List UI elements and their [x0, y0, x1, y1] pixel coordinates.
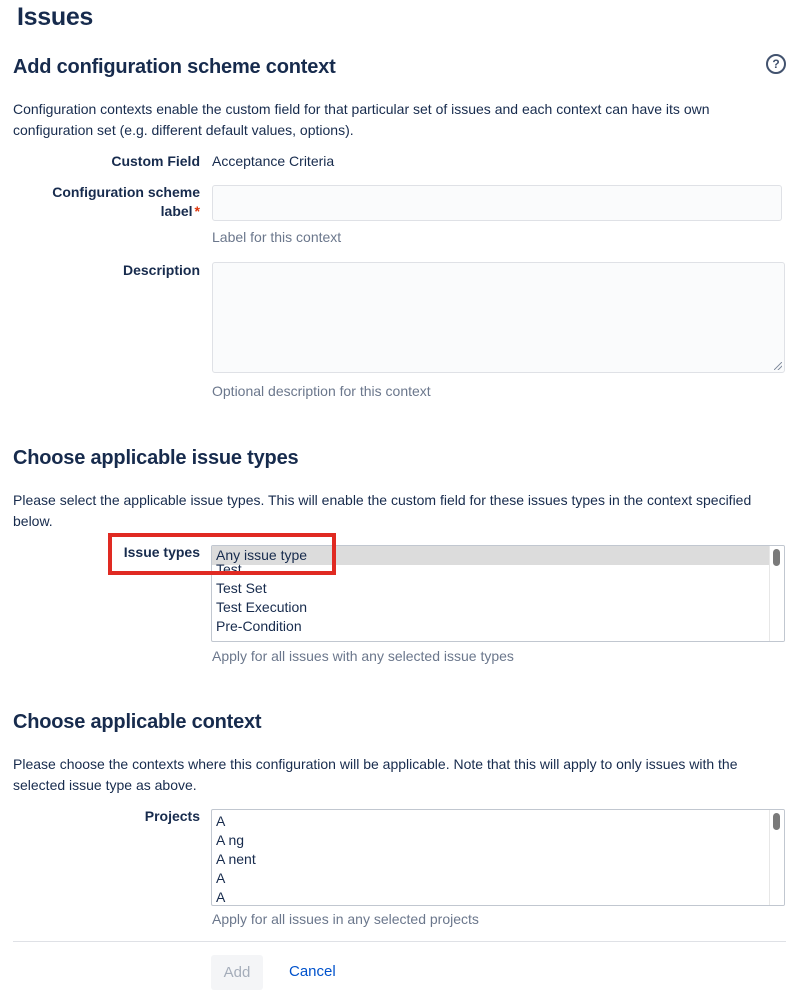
projects-label: Projects [144, 808, 200, 824]
scheme-label-input[interactable] [212, 185, 782, 221]
issue-types-scrollbar[interactable] [769, 546, 784, 641]
issue-type-option[interactable]: Test Execution [216, 599, 308, 615]
description-help: Optional description for this context [212, 383, 431, 399]
issue-types-title: Choose applicable issue types [13, 447, 299, 469]
page-title: Issues [17, 3, 94, 31]
intro-text: Configuration contexts enable the custom field for that particular set of issues and each context can have its own configuration set (e.g. different default values, options). [13, 101, 710, 138]
project-option[interactable]: A nent [216, 851, 256, 867]
issue-type-option[interactable]: Test Set [216, 580, 267, 596]
highlight-box [108, 533, 336, 575]
project-option[interactable]: A [216, 889, 226, 905]
scheme-label-line1: Configuration scheme [52, 184, 200, 200]
custom-field-value: Acceptance Criteria [212, 153, 335, 169]
issue-type-option[interactable]: Any issue type [212, 546, 784, 565]
issue-type-option[interactable]: Test [216, 561, 242, 577]
form-title: Add configuration scheme context [13, 56, 336, 78]
cancel-link[interactable]: Cancel [289, 963, 336, 980]
question-circle-icon[interactable]: ? [766, 54, 786, 74]
resize-handle-icon[interactable] [774, 362, 782, 370]
project-option[interactable]: A [216, 813, 226, 829]
issue-types-text: Please select the applicable issue types. This will enable the custom field for these issues types in the context specified below. [13, 492, 752, 529]
scroll-thumb[interactable] [773, 813, 780, 830]
projects-scrollbar[interactable] [769, 810, 784, 905]
context-text: Please choose the contexts where this configuration will be applicable. Note that this will apply to only issues with the selected issue type as above. [13, 756, 738, 793]
project-option[interactable]: A [216, 870, 226, 886]
issue-types-help: Apply for all issues with any selected issue types [212, 648, 514, 664]
custom-field-label: Custom Field [111, 153, 200, 169]
redaction-mask [431, 816, 626, 906]
required-marker: * [194, 203, 200, 219]
description-textarea[interactable] [212, 262, 785, 373]
scheme-label-line2: label [160, 203, 193, 219]
project-option[interactable]: A ng [216, 832, 245, 848]
scheme-label-label [13, 183, 200, 221]
context-title: Choose applicable context [13, 711, 262, 733]
divider [13, 941, 786, 942]
projects-select[interactable] [211, 809, 785, 906]
description-label: Description [122, 262, 200, 278]
scheme-label-help: Label for this context [212, 229, 342, 245]
projects-help: Apply for all issues in any selected projects [212, 911, 479, 927]
scroll-thumb[interactable] [773, 549, 780, 566]
issue-type-option[interactable]: Pre-Condition [216, 618, 302, 634]
issue-types-label: Issue types [123, 544, 200, 560]
add-button[interactable]: Add [211, 955, 263, 990]
